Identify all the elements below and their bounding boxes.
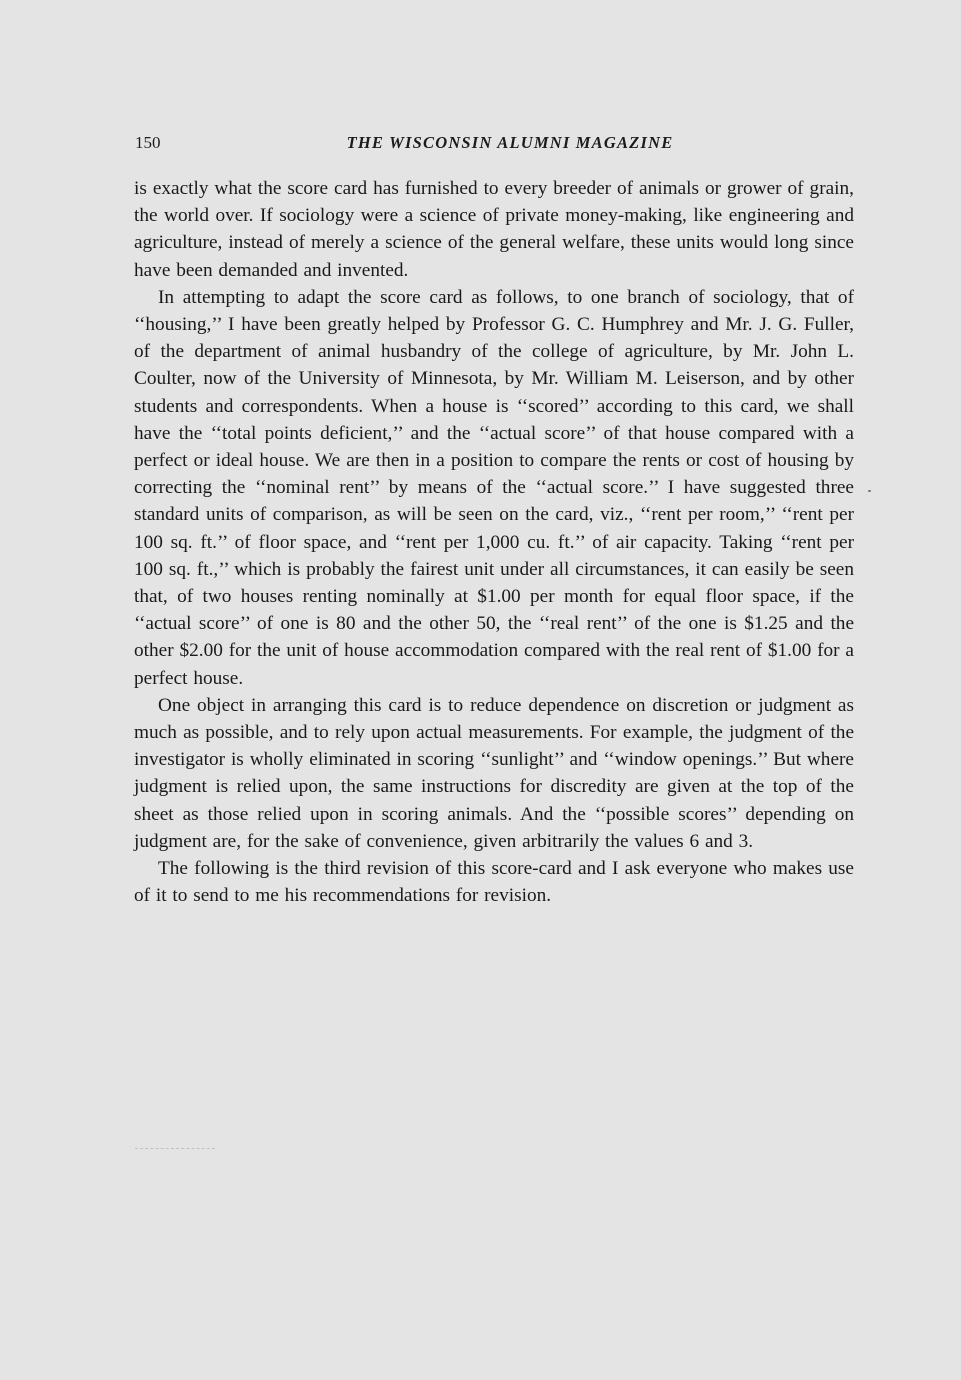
- ink-smudge: [135, 1148, 215, 1152]
- margin-speck: [868, 490, 871, 492]
- paragraph-housing-score-card: In attempting to adapt the score card as follows, to one branch of sociology, that of ‘‘housing,’’ I have been greatly helped by Professor G. C. Humphrey and Mr. J. G. Fuller, of the department of animal husbandry of the college of agriculture, by Mr. John L. Coulter, now of the University of Minnesota, by Mr. William M. Leiserson, and by other students and correspondents. When a house is ‘‘scored’’ according to this card, we shall have the ‘‘total points deficient,’’ and the ‘‘actual score’’ of that house compared with a perfect or ideal house. We are then in a position to compare the rents or cost of housing by correcting the ‘‘nominal rent’’ by means of the ‘‘actual score.’’ I have suggested three standard units of comparison, as will be seen on the card, viz., ‘‘rent per room,’’ ‘‘rent per 100 sq. ft.’’ of floor space, and ‘‘rent per 1,000 cu. ft.’’ of air capacity. Taking ‘‘rent per 100 sq. ft.,’’ which is probably the fairest unit under all circumstances, it can easily be seen that, of two houses renting nominally at $1.00 per month for equal floor space, if the ‘‘actual score’’ of one is 80 and the other 50, the ‘‘real rent’’ of the one is $1.25 and the other $2.00 for the unit of house accommodation compared with the real rent of $1.00 for a perfect house.: [134, 286, 854, 689]
- article-body: [134, 175, 854, 909]
- running-title: THE WISCONSIN ALUMNI MAGAZINE: [346, 133, 674, 152]
- page-number: 150: [135, 133, 161, 152]
- page-header: [135, 131, 855, 155]
- paragraph-revision-request: The following is the third revision of this score-card and I ask everyone who makes use of it to send to me his recommendations for revision.: [134, 858, 854, 907]
- paragraph-continuation: is exactly what the score card has furnished to every breeder of animals or grower of grain, the world over. If sociology were a science of private money-making, like engineering and agriculture, instead of merely a science of the general welfare, these units would long since have been demanded and invented.: [134, 178, 854, 281]
- paragraph-judgment: One object in arranging this card is to reduce dependence on discretion or judgment as much as possible, and to rely upon actual measurements. For example, the judgment of the investigator is wholly eliminated in scoring ‘‘sunlight’’ and ‘‘window openings.’’ But where judgment is relied upon, the same instructions for discredity are given at the top of the sheet as those relied upon in scoring animals. And the ‘‘possible scores’’ depending on judgment are, for the sake of convenience, given arbitrarily the values 6 and 3.: [134, 694, 854, 852]
